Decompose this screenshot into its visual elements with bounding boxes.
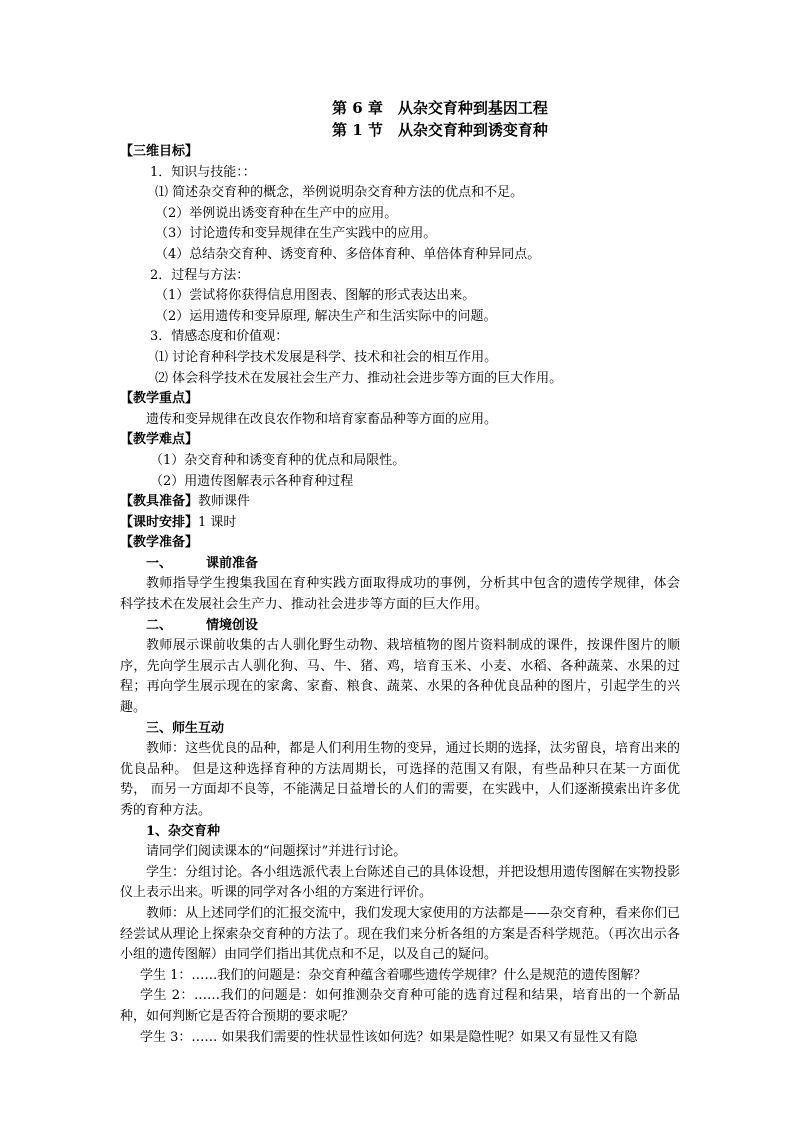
tools-line xyxy=(120,492,680,513)
section3-heading: 三、师生互动 xyxy=(146,720,225,736)
section3-text: 教师：这些优良的品种，都是人们利用生物的变异，通过长期的选择，汰劣留良，培育出来的优良品种。 但是这种选择育种的方法周期长，可选择的范围又有限，有些品种只在某一方面优势， 而另一方面却不良等，不能满足日益增长的人们的需要，在实践中，人们逐渐摸索出许多优秀的育种方法。 xyxy=(120,741,680,818)
section1-number: 一、 xyxy=(146,555,173,571)
section2-heading xyxy=(120,616,680,637)
subsection1-paragraph: 教师：从上述同学们的汇报交流中，我们发现大家使用的方法都是——杂交育种，看来你们已经尝试从理论上探索杂交育种的方法了。现在我们来分析各组的方案是否科学规范。（再次出示各小组的遗传图解）由同学们指出其优点和不足，以及自己的疑问。 xyxy=(120,905,680,963)
document-body xyxy=(120,97,680,1048)
knowledge-item: ⑴ 简述杂交育种的概念，举例说明杂交育种方法的优点和不足。 xyxy=(155,185,524,201)
student-remark: 学生 3：…… 如果我们需要的性状显性该如何选？如果是隐性呢？如果又有显性又有隐 xyxy=(140,1029,638,1045)
schedule-text: 1 课时 xyxy=(198,514,237,530)
key-point-text: 遗传和变异规律在改良农作物和培育家畜品种等方面的应用。 xyxy=(146,411,498,427)
goals-heading: 【三维目标】 xyxy=(120,144,199,159)
process-item: （1）尝试将你获得信息用图表、图解的形式表达出来。 xyxy=(155,288,476,304)
student-remark: 学生 2：……我们的问题是：如何推测杂交育种可能的选育过程和结果，培育出的一个新品种，如何判断它是否符合预期的要求呢？ xyxy=(120,988,680,1024)
key-point-heading: 【教学重点】 xyxy=(120,391,199,407)
difficulty-heading: 【教学难点】 xyxy=(120,432,199,448)
section1-heading xyxy=(120,554,680,575)
section1-title: 课前准备 xyxy=(206,555,259,571)
difficulty-item: （1）杂交育种和诱变育种的优点和局限性。 xyxy=(150,452,406,468)
schedule-heading: 【课时安排】 xyxy=(120,514,199,530)
subsection1-paragraph: 请同学们阅读课本的“问题探讨”并进行讨论。 xyxy=(146,844,407,860)
emotion-heading: 3．情感态度和价值观： xyxy=(150,329,289,345)
section-title: 第 1 节 从杂交育种到诱变育种 xyxy=(332,121,548,139)
process-item: （2）运用遗传和变异原理, 解决生产和生活实际中的问题。 xyxy=(155,308,497,324)
tools-text: 教师课件 xyxy=(198,494,251,510)
difficulty-item: （2）用遗传图解表示各种育种过程 xyxy=(150,473,354,489)
section2-text: 教师展示课前收集的古人驯化野生动物、栽培植物的图片资料制成的课件，按课件图片的顺序，先向学生展示古人驯化狗、马、牛、猪、鸡，培育玉米、小麦、水稻、各种蔬菜、水果的过程；再向学生展示现在的家禽、家畜、粮食、蔬菜、水果的各种优良品种的图片，引起学生的兴趣。 xyxy=(120,638,680,716)
section1-text: 教师指导学生搜集我国在育种实践方面取得成功的事例，分析其中包含的遗传学规律，体会科学技术在发展社会生产力、推动社会进步等方面的巨大作用。 xyxy=(120,576,680,613)
chapter-title: 第 6 章 从杂交育种到基因工程 xyxy=(332,99,548,117)
emotion-item: ⑵ 体会科学技术在发展社会生产力、推动社会进步等方面的巨大作用。 xyxy=(155,370,563,386)
knowledge-item: （2）举例说出诱变育种在生产中的应用。 xyxy=(155,205,398,221)
prep-heading: 【教学准备】 xyxy=(120,535,199,551)
tools-heading: 【教具准备】 xyxy=(120,494,199,510)
emotion-item: ⑴ 讨论育种科学技术发展是科学、技术和社会的相互作用。 xyxy=(155,349,498,365)
section2-title: 情境创设 xyxy=(206,617,259,633)
student-remark: 学生 1：……我们的问题是：杂交育种蕴含着哪些遗传学规律？什么是规范的遗传图解？ xyxy=(140,967,647,983)
schedule-line xyxy=(120,513,680,534)
knowledge-item: （4）总结杂交育种、诱变育种、多倍体育种、单倍体育种异同点。 xyxy=(155,246,541,262)
knowledge-heading: 1．知识与技能：： xyxy=(150,164,256,180)
section2-number: 二、 xyxy=(146,617,173,633)
process-heading: 2．过程与方法： xyxy=(150,267,250,283)
subsection1-heading: 1、杂交育种 xyxy=(146,823,221,839)
subsection1-paragraph: 学生：分组讨论。各小组选派代表上台陈述自己的具体设想，并把设想用遗传图解在实物投影仪上表示出来。听课的同学对各小组的方案进行评价。 xyxy=(120,864,680,901)
knowledge-item: （3）讨论遗传和变异规律在生产实践中的应用。 xyxy=(155,226,437,242)
